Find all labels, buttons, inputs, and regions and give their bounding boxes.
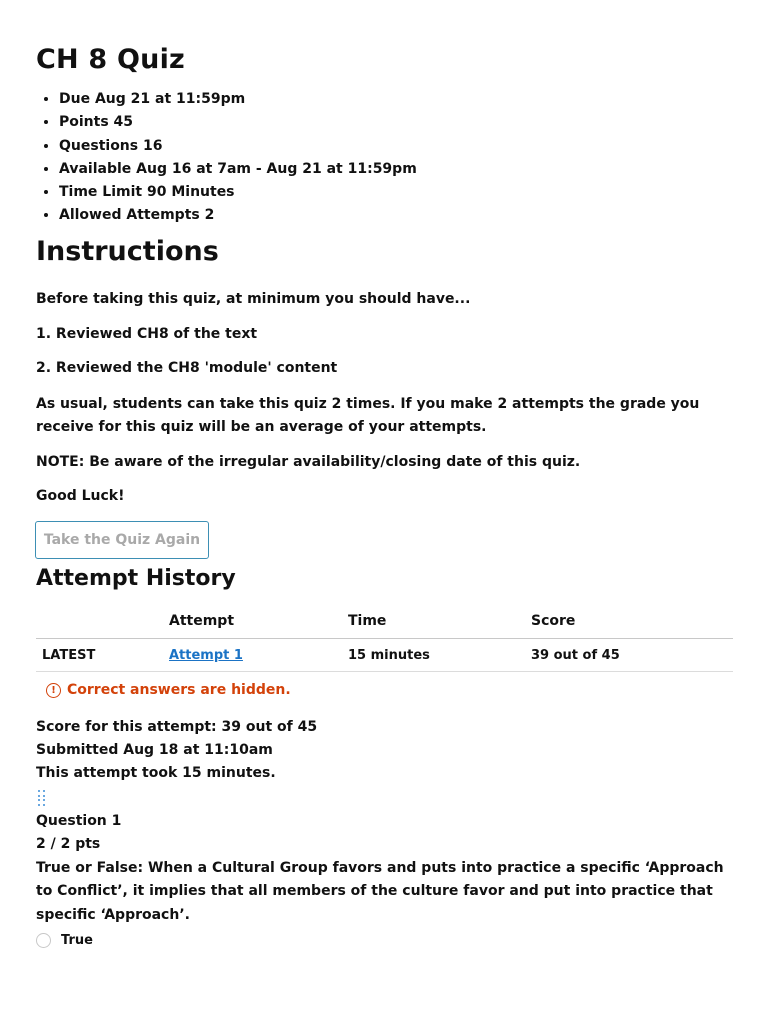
attempt-history-heading: Attempt History [36, 566, 236, 591]
attempt-history-table [36, 605, 733, 672]
radio-true[interactable] [36, 933, 51, 948]
attempt-time: 15 minutes [348, 648, 430, 663]
due-date: • Due Aug 21 at 11:59pm [59, 88, 417, 111]
table-header-row [36, 605, 733, 639]
column-header-attempt: Attempt [169, 613, 235, 629]
drag-handle-icon[interactable] [38, 790, 46, 806]
attempt-1-link[interactable]: Attempt 1 [169, 648, 243, 663]
page-title: CH 8 Quiz [36, 44, 185, 75]
question-title: Question 1 [36, 813, 122, 829]
latest-tag: LATEST [42, 648, 96, 663]
attempt-score-line: Score for this attempt: 39 out of 45 [36, 719, 318, 735]
question-text: True or False: When a Cultural Group favors and puts into practice a specific ‘Approach to Conflict’, it implies that all members of the culture favor and put into practice that specific ‘Approach’. [36, 859, 724, 923]
instructions-heading: Instructions [36, 236, 219, 267]
column-header-score: Score [531, 613, 576, 629]
attempt-summary [36, 716, 317, 785]
attempt-duration-line: This attempt took 15 minutes. [36, 765, 276, 781]
availability: • Available Aug 16 at 7am - Aug 21 at 11:59pm [59, 158, 417, 181]
instructions-intro: Before taking this quiz, at minimum you should have... [36, 291, 471, 307]
instructions-step-1: 1. Reviewed CH8 of the text [36, 326, 258, 342]
points: • Points 45 [59, 111, 417, 134]
time-limit: • Time Limit 90 Minutes [59, 181, 417, 204]
allowed-attempts: • Allowed Attempts 2 [59, 204, 417, 227]
instructions-good-luck: Good Luck! [36, 488, 125, 504]
instructions-attempts-note: As usual, students can take this quiz 2 times. If you make 2 attempts the grade you receive for this quiz will be an average of your attempts. [36, 396, 700, 435]
attempt-submitted-line: Submitted Aug 18 at 11:10am [36, 742, 273, 758]
attempt-score: 39 out of 45 [531, 648, 620, 663]
column-header-time: Time [348, 613, 387, 629]
question-1 [36, 810, 736, 927]
take-quiz-again-button[interactable]: Take the Quiz Again [35, 521, 209, 559]
quiz-details-list [36, 88, 417, 228]
instructions-step-2: 2. Reviewed the CH8 'module' content [36, 360, 338, 376]
answer-option-true [36, 933, 93, 948]
answer-label-true: True [61, 933, 93, 948]
instructions-availability-note: NOTE: Be aware of the irregular availability/closing date of this quiz. [36, 454, 581, 470]
answers-hidden-text: Correct answers are hidden. [67, 682, 291, 698]
answers-hidden-notice [46, 682, 291, 698]
question-points: 2 / 2 pts [36, 836, 101, 853]
table-row [36, 639, 733, 672]
warning-icon: ! [46, 683, 61, 698]
question-count: • Questions 16 [59, 135, 417, 158]
